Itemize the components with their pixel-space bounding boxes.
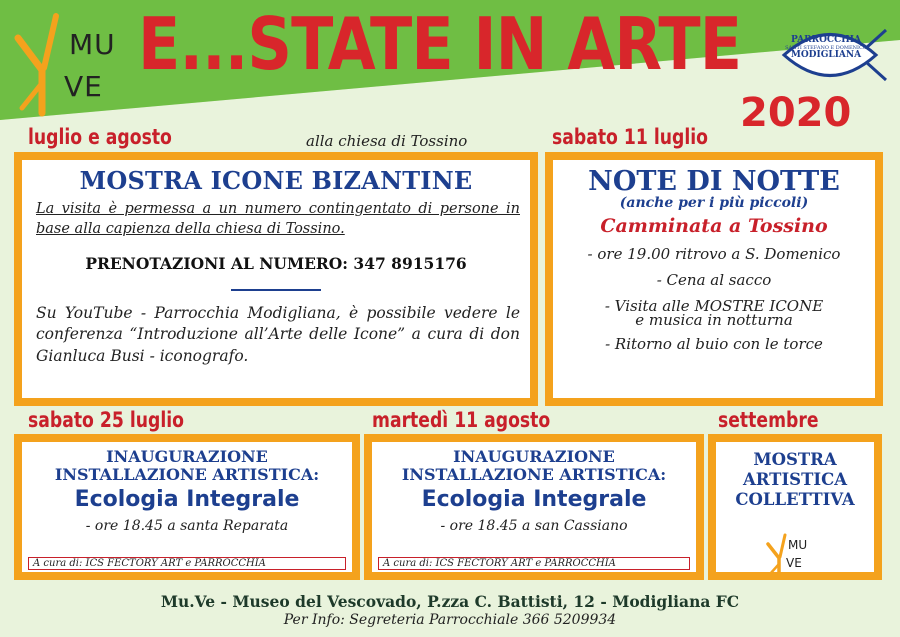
event2-walk: Camminata a Tossino [600,215,828,237]
event4-title: INAUGURAZIONE INSTALLAZIONE ARTISTICA: [401,447,667,485]
event1-box [14,152,538,406]
event3-date: sabato 25 luglio [28,408,184,432]
event1-date: luglio e agosto [28,125,172,149]
footer-info: Per Info: Segreteria Parrocchiale 366 5209934 [283,612,617,628]
parish-name: PARROCCHIA SANTI STEFANO E DOMENICO MODIGLIANA [785,35,867,61]
event4-time: - ore 18.45 a san Cassiano [440,517,628,534]
event2-item: - Ritorno al buio con le torce [605,335,823,353]
event2-item: e musica in notturna [635,311,793,329]
event2-item: - Visita alle MOSTRE ICONE [604,297,824,315]
event5-title: MOSTRA ARTISTICA COLLETTIVA [735,450,855,509]
event3-title: INAUGURAZIONE INSTALLAZIONE ARTISTICA: [54,447,320,485]
event1-heading: MOSTRA ICONE BIZANTINE [79,166,473,195]
muve-small-logo [766,532,826,578]
divider [231,289,321,291]
event3-credit: A cura di: ICS FECTORY ART e PARROCCHIA [28,557,346,570]
event2-date: sabato 11 luglio [552,125,708,149]
event5-box [708,434,882,580]
logo-text-ve: VE [64,70,103,103]
logo-text-mu: MU [69,28,116,61]
event2-box [545,152,883,406]
page-title: E...STATE IN ARTE [138,2,742,86]
event3-box [14,434,360,580]
event1-youtube-note: Su YouTube - Parrocchia Modigliana, è possibile vedere le conferenza “Introduzione all’Arte delle Icone” a cura di don Gianluca Busi - iconografo. [36,303,520,365]
event4-box [364,434,704,580]
event4-subtitle: Ecologia Integrale [421,486,647,512]
event1-notice: La visita è permessa a un numero contingentato di persone in base alla capienza della chiesa di Tossino. [36,201,520,238]
event2-item: - ore 19.00 ritrovo a S. Domenico [587,245,841,263]
event2-subheading: (anche per i più piccoli) [619,195,809,211]
event4-date: martedì 11 agosto [372,408,551,432]
event1-phone: PRENOTAZIONI AL NUMERO: 347 8915176 [85,253,467,273]
year-label: 2020 [740,90,852,136]
event1-location: alla chiesa di Tossino [306,132,468,150]
event3-time: - ore 18.45 a santa Reparata [85,517,289,534]
small-logo-mu: MU [788,538,808,552]
muve-logo [14,8,134,118]
event3-subtitle: Ecologia Integrale [74,486,300,512]
event4-credit: A cura di: ICS FECTORY ART e PARROCCHIA [378,557,690,570]
footer-address: Mu.Ve - Museo del Vescovado, P.zza C. Battisti, 12 - Modigliana FC [160,592,740,611]
event2-heading: NOTE DI NOTTE [588,166,840,197]
event5-date: settembre [718,408,819,432]
parish-logo [780,20,890,90]
small-logo-ve: VE [786,556,802,570]
event2-item: - Cena al sacco [656,271,772,289]
